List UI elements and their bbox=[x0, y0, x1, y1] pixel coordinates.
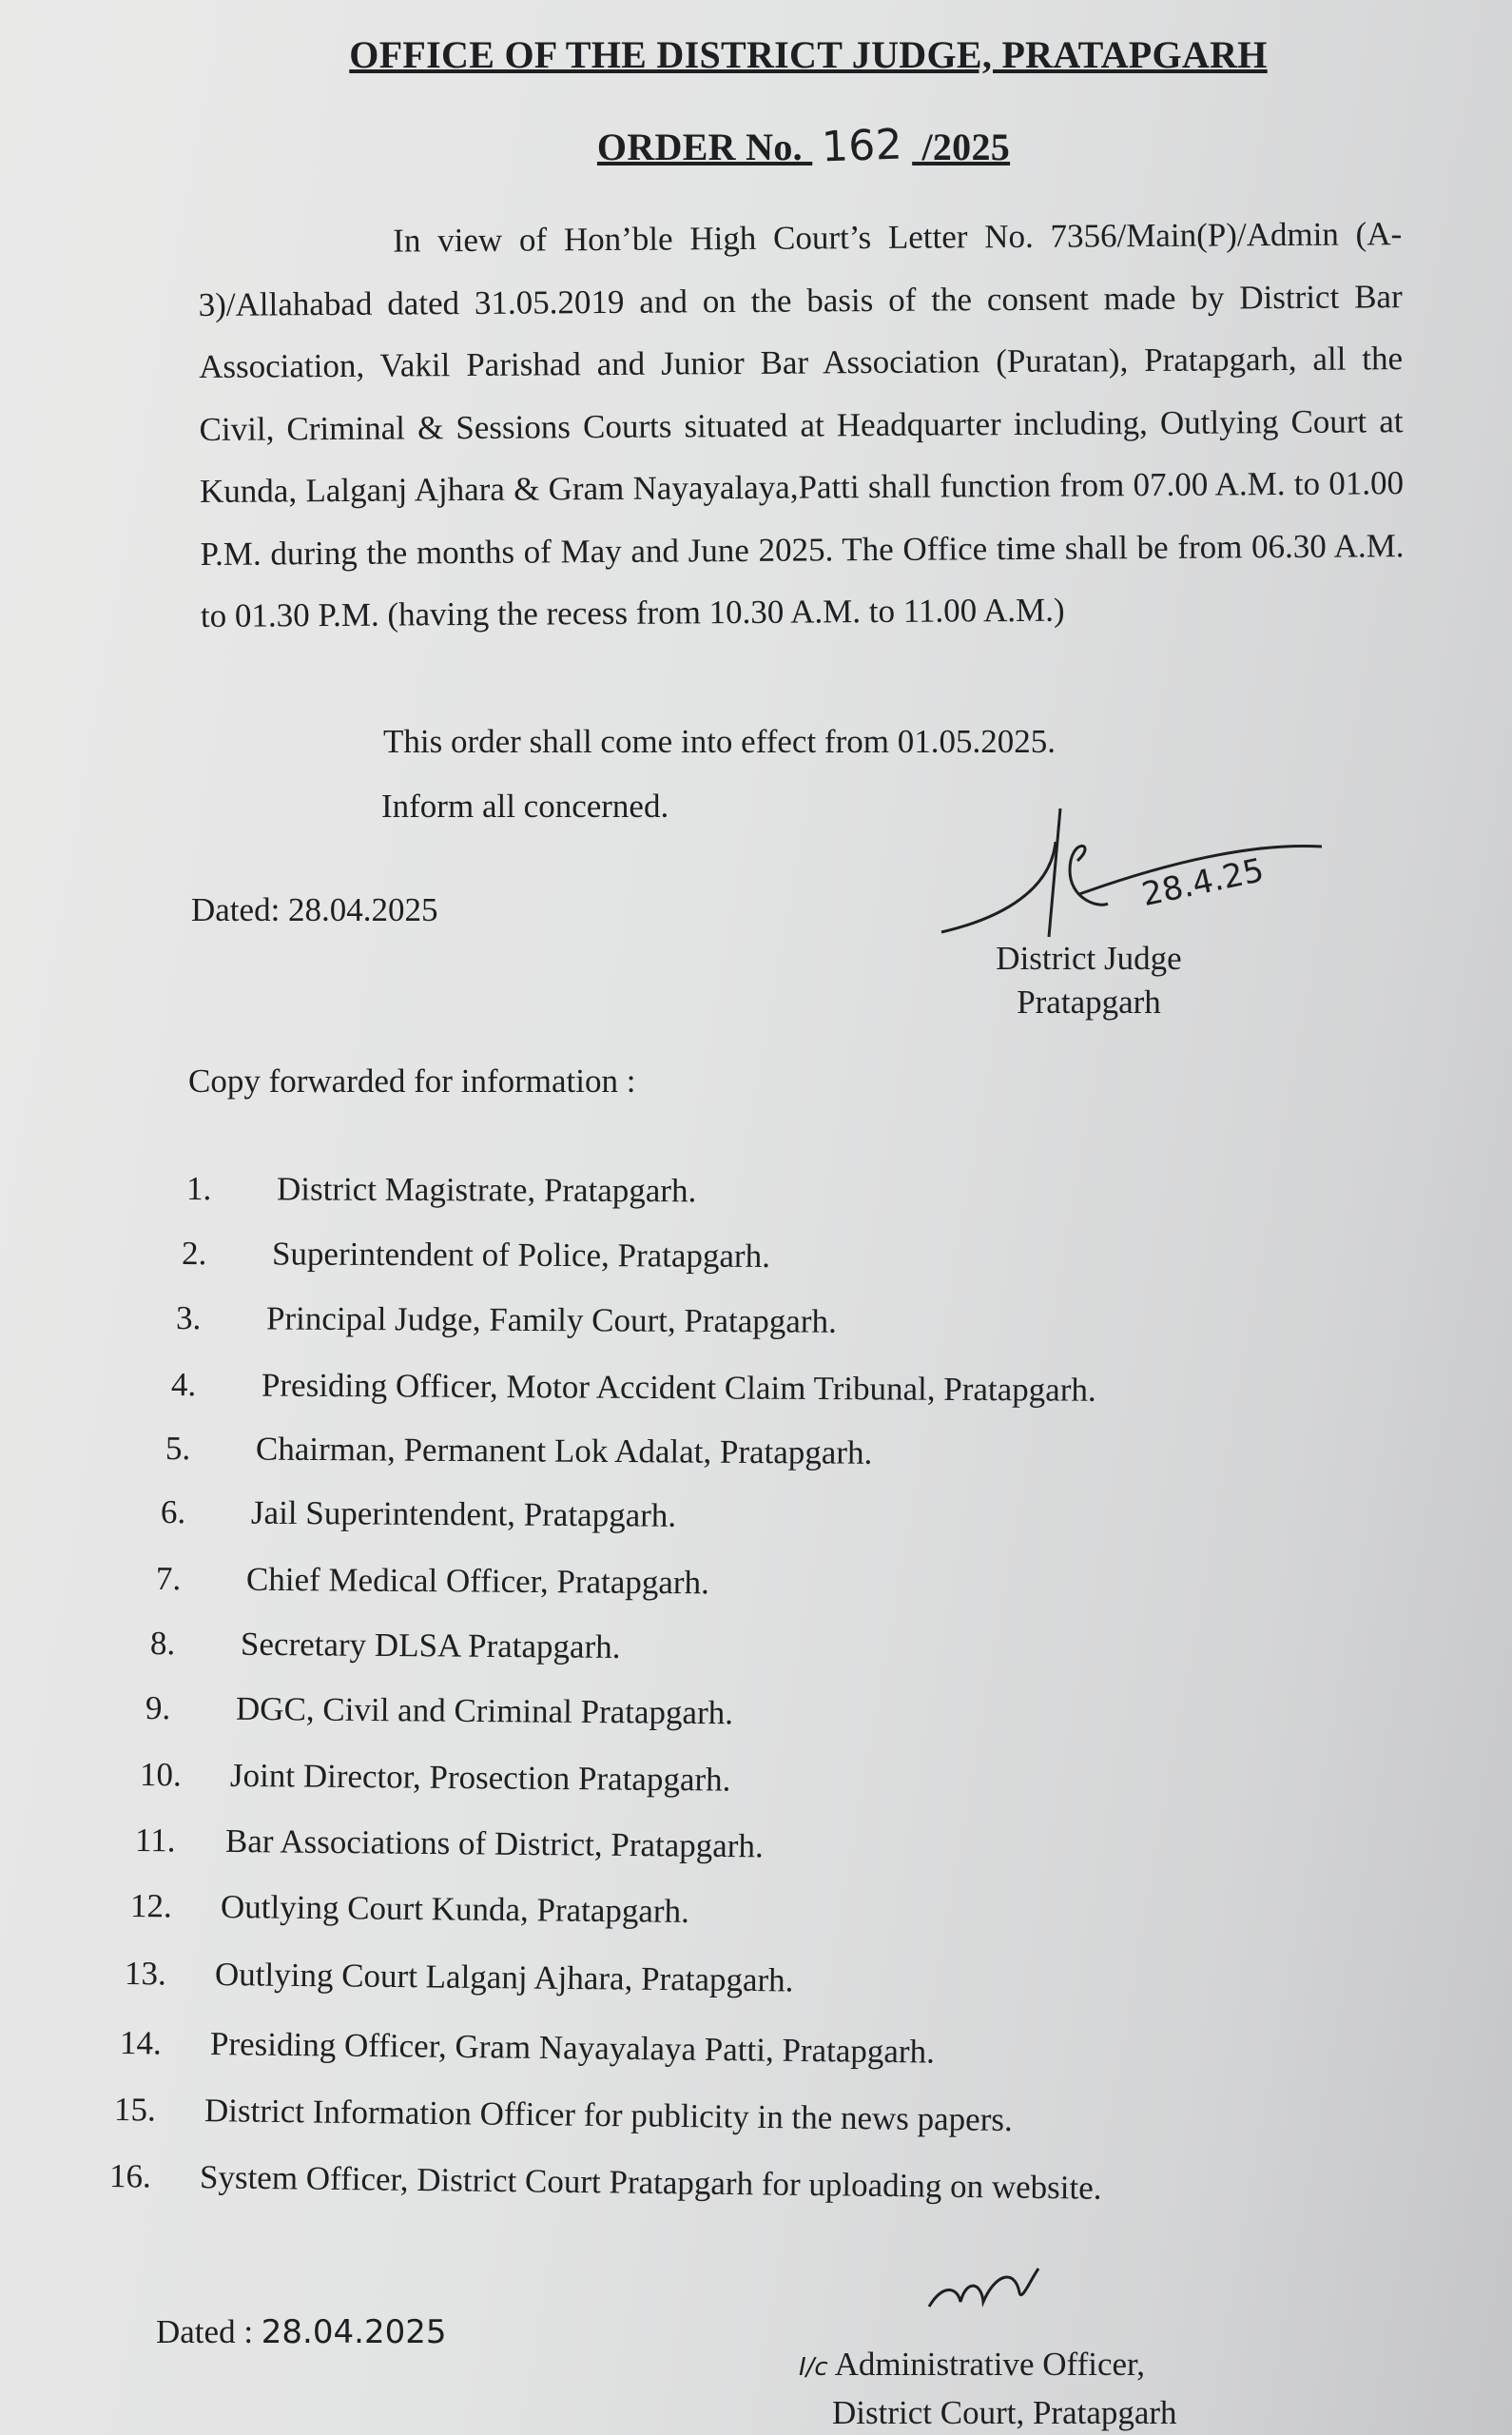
district-judge-signature bbox=[937, 804, 1336, 956]
district-judge-designation: District Judge bbox=[996, 940, 1182, 977]
recipient-number: 1. bbox=[185, 1170, 212, 1208]
district-judge-place: Pratapgarh bbox=[1017, 984, 1161, 1021]
recipient-text: Presiding Officer, Gram Nayayalaya Patti, Pratapgarh. bbox=[209, 2025, 935, 2071]
recipient-text: Bar Associations of District, Pratapgarh. bbox=[224, 1821, 764, 1865]
recipient-item bbox=[114, 2091, 1013, 2139]
effect-line: This order shall come into effect from 01.05.2025. bbox=[383, 723, 1056, 760]
order-number-handwritten: 162 bbox=[821, 120, 904, 172]
recipient-item bbox=[165, 1430, 873, 1472]
recipient-number: 4. bbox=[170, 1366, 197, 1404]
dated-bottom-handwritten: 28.04.2025 bbox=[261, 2313, 447, 2351]
order-prefix: ORDER No. bbox=[596, 126, 803, 168]
recipient-text: Chairman, Permanent Lok Adalat, Pratapgarh. bbox=[256, 1430, 873, 1471]
recipient-item bbox=[135, 1821, 764, 1865]
recipient-text: Presiding Officer, Motor Accident Claim Tribunal, Pratapgarh. bbox=[261, 1366, 1096, 1409]
recipient-item bbox=[120, 2024, 935, 2072]
recipient-number: 9. bbox=[145, 1689, 171, 1727]
order-heading bbox=[0, 122, 1512, 170]
recipient-item bbox=[181, 1235, 769, 1276]
order-paragraph-text: In view of Hon’ble High Court’s Letter No. 7356/Main(P)/Admin (A-3)/Allahabad dated 31.05.2019 and on the basis of the consent made by District Bar Association, Vakil Parishad and Junior Bar Association (Puratan), Pratapgarh, all the Civil, Criminal & Sessions Courts situated at Headquarter including, Outlying Court at Kunda, Lalganj Ajhara & Gram Nayayalaya,Patti shall function from 07.00 A.M. to 01.00 P.M. during the months of May and June 2025. The Office time shall be from 06.30 A.M. to 01.30 P.M. (having the recess from 10.30 A.M. to 11.00 A.M.) bbox=[198, 215, 1405, 634]
dated-bottom-label: Dated : bbox=[156, 2313, 254, 2350]
recipient-text: District Magistrate, Pratapgarh. bbox=[276, 1170, 697, 1210]
recipient-number: 11. bbox=[134, 1821, 176, 1860]
recipient-item bbox=[161, 1493, 676, 1535]
administrative-officer-signature bbox=[924, 2264, 1048, 2321]
recipient-number: 2. bbox=[181, 1235, 206, 1273]
recipient-item bbox=[176, 1299, 837, 1341]
district-judge-block bbox=[970, 937, 1208, 1024]
dated-top: Dated: 28.04.2025 bbox=[191, 891, 438, 928]
recipient-item bbox=[140, 1756, 731, 1800]
recipient-number: 7. bbox=[155, 1560, 181, 1598]
recipient-text: Secretary DLSA Pratapgarh. bbox=[241, 1625, 621, 1666]
recipient-number: 6. bbox=[160, 1493, 186, 1531]
administrative-officer-block bbox=[799, 2342, 1246, 2435]
recipient-item bbox=[186, 1170, 696, 1210]
recipient-number: 8. bbox=[150, 1625, 176, 1663]
recipient-number: 14. bbox=[119, 2024, 162, 2062]
recipient-text: Jail Superintendent, Pratapgarh. bbox=[250, 1493, 677, 1534]
dated-bottom bbox=[156, 2313, 446, 2351]
office-heading: OFFICE OF THE DISTRICT JUDGE, PRATAPGARH bbox=[349, 33, 1268, 76]
recipient-item bbox=[155, 1560, 708, 1602]
signature-handwritten-date: 28.4.25 bbox=[1138, 850, 1268, 915]
recipient-text: Principal Judge, Family Court, Pratapgarh. bbox=[266, 1299, 838, 1340]
recipient-item bbox=[129, 1887, 688, 1931]
recipient-text: Outlying Court Kunda, Pratapgarh. bbox=[220, 1887, 689, 1930]
recipient-item bbox=[125, 1955, 794, 1999]
recipient-text: District Information Officer for publicity in the news papers. bbox=[204, 2092, 1014, 2139]
recipient-item bbox=[150, 1625, 621, 1666]
recipient-text: Outlying Court Lalganj Ajhara, Pratapgarh. bbox=[214, 1956, 794, 1999]
administrative-officer-designation: Administrative Officer, bbox=[834, 2346, 1146, 2383]
recipient-text: DGC, Civil and Criminal Pratapgarh. bbox=[235, 1689, 733, 1732]
recipient-number: 15. bbox=[114, 2091, 157, 2129]
recipient-number: 3. bbox=[176, 1299, 202, 1337]
recipient-number: 10. bbox=[140, 1756, 183, 1794]
administrative-officer-place: District Court, Pratapgarh bbox=[832, 2394, 1177, 2431]
recipient-number: 13. bbox=[124, 1955, 167, 1993]
recipient-item bbox=[171, 1366, 1096, 1410]
order-year: /2025 bbox=[921, 126, 1011, 168]
recipient-text: System Officer, District Court Pratapgarh for uploading on website. bbox=[199, 2158, 1102, 2207]
recipient-number: 16. bbox=[108, 2157, 151, 2195]
recipient-text: Chief Medical Officer, Pratapgarh. bbox=[245, 1560, 709, 1602]
recipient-item bbox=[145, 1689, 733, 1732]
recipient-item bbox=[109, 2157, 1102, 2208]
recipient-text: Superintendent of Police, Pratapgarh. bbox=[271, 1235, 770, 1276]
recipient-text: Joint Director, Prosection Pratapgarh. bbox=[230, 1756, 731, 1799]
incharge-prefix: I/c bbox=[799, 2353, 828, 2382]
administrative-officer-designation-line bbox=[799, 2342, 1246, 2390]
copy-heading: Copy forwarded for information : bbox=[188, 1062, 636, 1100]
recipient-number: 5. bbox=[165, 1430, 191, 1468]
recipient-number: 12. bbox=[129, 1887, 172, 1925]
order-paragraph bbox=[198, 203, 1405, 647]
inform-line: Inform all concerned. bbox=[381, 788, 669, 825]
